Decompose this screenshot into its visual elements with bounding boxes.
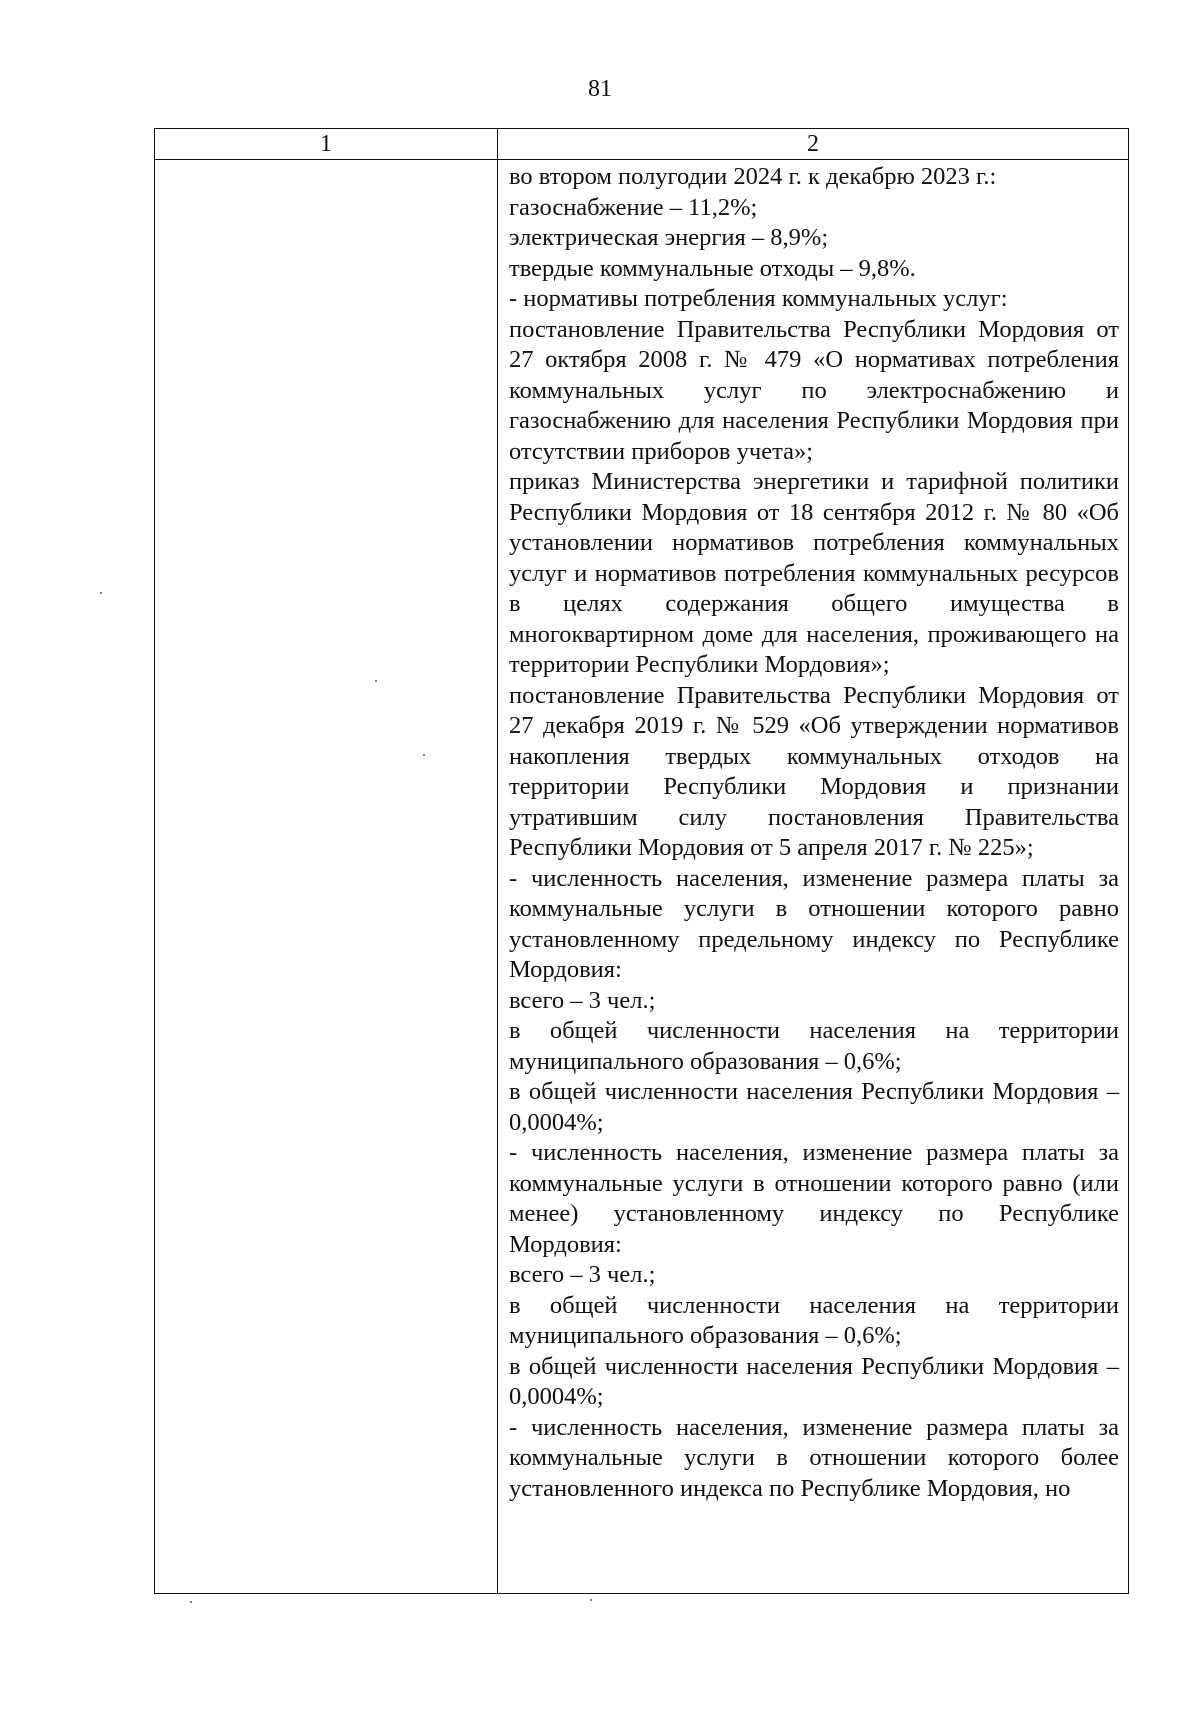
- paragraph: в общей численности населения Республики Мордовия – 0,0004%;: [509, 1078, 1119, 1136]
- column-2-text: [498, 160, 1128, 1504]
- table-header-cell-1: 1: [155, 129, 498, 160]
- document-table: [154, 128, 1129, 1594]
- paragraph: приказ Министерства энергетики и тарифной политики Республики Мордовия от 18 сентября 2012 г. № 80 «Об установлении нормативов потребления коммунальных услуг и нормативов потребления коммунальных ресурсов в целях содержания общего имущества в многоквартирном доме для населения, проживающего на территории Республики Мордовия»;: [509, 468, 1119, 678]
- table-header-row: [155, 129, 1129, 160]
- table-cell-column-2: [498, 160, 1129, 1594]
- scan-speck: [423, 754, 425, 756]
- paragraph: в общей численности населения на территории муниципального образования – 0,6%;: [509, 1291, 1119, 1349]
- paragraph: всего – 3 чел.;: [509, 1261, 656, 1288]
- paragraph: электрическая энергия – 8,9%;: [509, 224, 829, 251]
- paragraph: - нормативы потребления коммунальных услуг:: [509, 285, 1008, 312]
- paragraph: - численность населения, изменение размера платы за коммунальные услуги в отношении которого равно (или менее) установленному индексу по Республике Мордовия:: [509, 1139, 1119, 1258]
- paragraph: в общей численности населения Республики Мордовия – 0,0004%;: [509, 1352, 1119, 1410]
- scan-speck: [375, 680, 377, 682]
- table-header-cell-2: 2: [498, 129, 1129, 160]
- paragraph: - численность населения, изменение размера платы за коммунальные услуги в отношении которого более установленного индекса по Республике Мордовия, но: [509, 1413, 1119, 1502]
- paragraph: в общей численности населения на территории муниципального образования – 0,6%;: [509, 1017, 1119, 1075]
- scan-speck: [190, 1601, 192, 1603]
- paragraph: - численность населения, изменение размера платы за коммунальные услуги в отношении которого равно установленному предельному индексу по Республике Мордовия:: [509, 864, 1119, 983]
- page-number: 81: [588, 76, 612, 102]
- scan-speck: [100, 592, 102, 594]
- scan-speck: [590, 1599, 592, 1601]
- paragraph: всего – 3 чел.;: [509, 986, 656, 1014]
- paragraph: постановление Правительства Республики Мордовия от 27 октября 2008 г. № 479 «О нормативах потребления коммунальных услуг по электроснабжению и газоснабжению для населения Республики Мордовия при отсутствии приборов учета»;: [509, 315, 1119, 465]
- table-row: [155, 160, 1129, 1594]
- paragraph: постановление Правительства Республики Мордовия от 27 декабря 2019 г. № 529 «Об утверждении нормативов накопления твердых коммунальных отходов на территории Республики Мордовия и признании утратившим силу постановления Правительства Республики Мордовия от 5 апреля 2017 г. № 225»;: [509, 681, 1119, 861]
- paragraph: газоснабжение – 11,2%;: [509, 193, 758, 221]
- paragraph: во втором полугодии 2024 г. к декабрю 2023 г.:: [509, 163, 997, 190]
- table-cell-column-1: [155, 160, 498, 1594]
- paragraph: твердые коммунальные отходы – 9,8%.: [509, 254, 916, 282]
